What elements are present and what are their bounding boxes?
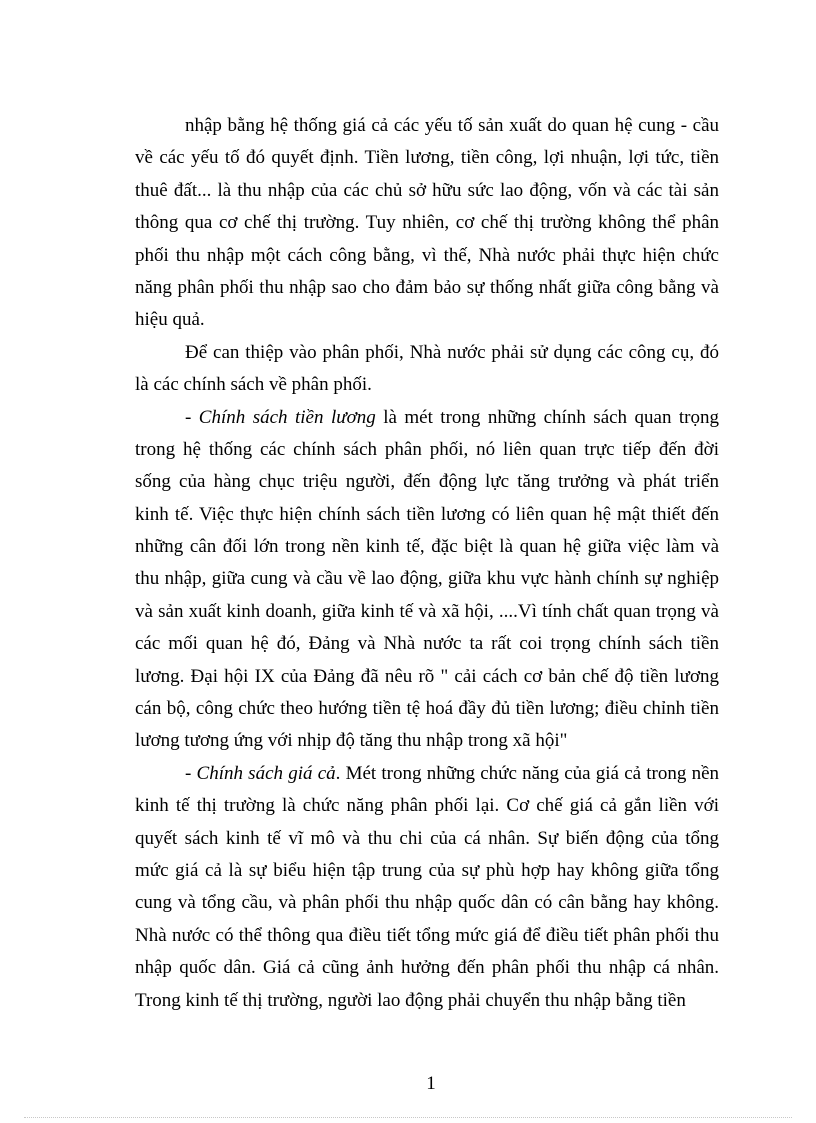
- text-line: về các yếu tố đó quyết định. Tiền lương, tiền công, lợi nhuận, lợi tức, tiền: [135, 147, 719, 169]
- text-line: Nhà nước có thể thông qua điều tiết tổng mức giá để điều tiết phân phối thu: [135, 924, 719, 946]
- text-line: nhập quốc dân. Giá cả cũng ảnh hưởng đến phân phối thu nhập cá nhân.: [135, 957, 719, 979]
- bullet-dash: -: [185, 762, 197, 784]
- paragraph-income-distribution: [135, 110, 719, 337]
- text-line: là các chính sách về phân phối.: [135, 374, 372, 396]
- text-line: lương. Đại hội IX của Đảng đã nêu rõ " cải cách cơ bản chế độ tiền lương: [135, 665, 719, 687]
- text-line: kinh tế. Việc thực hiện chính sách tiền lương có liên quan hệ mật thiết đến: [135, 503, 719, 525]
- text-line: nhập bằng hệ thống giá cả các yếu tố sản xuất do quan hệ cung - cầu: [185, 115, 719, 136]
- text-line: quyết sách kinh tế vĩ mô và thu chi của cá nhân. Sự biến động của tổng: [135, 827, 719, 849]
- text-line: [135, 758, 719, 790]
- text-line: cung và tổng cầu, và phân phối thu nhập quốc dân có cân bằng hay không.: [135, 892, 719, 914]
- text-line: lương tương ứng với nhịp độ tăng thu nhập trong xã hội": [135, 730, 568, 752]
- page-bottom-divider: [24, 1117, 792, 1118]
- text-line: Để can thiệp vào phân phối, Nhà nước phải sử dụng các công cụ, đó: [185, 341, 719, 363]
- text-line: thu nhập, giữa cung và cầu về lao động, giữa khu vực hành chính sự nghiệp: [135, 568, 719, 590]
- paragraph-wage-policy: [135, 402, 719, 758]
- paragraph-intervention: [135, 337, 719, 402]
- text-line: Trong kinh tế thị trường, người lao động phải chuyển thu nhập bằng tiền: [135, 989, 686, 1011]
- document-page: [135, 110, 719, 1017]
- text-line: phối thu nhập một cách công bằng, vì thế, Nhà nước phải thực hiện chức: [135, 244, 719, 266]
- text-line: năng phân phối thu nhập sao cho đảm bảo sự thống nhất giữa công bằng và: [135, 276, 719, 298]
- text-line: thuê đất... là thu nhập của các chủ sở hữu sức lao động, vốn và các tài sản: [135, 179, 719, 201]
- text-line: hiệu quả.: [135, 309, 205, 331]
- price-policy-term: Chính sách giá cả: [196, 762, 336, 784]
- text-line: những cân đối lớn trong nền kinh tế, đặc biệt là quan hệ giữa việc làm và: [135, 536, 719, 558]
- text-line: sống của hàng chục triệu người, đến động lực tăng trưởng và phát triển: [135, 471, 719, 493]
- paragraph-price-policy: [135, 758, 719, 1017]
- text-line: kinh tế thị trường là chức năng phân phối lại. Cơ chế giá cả gắn liền với: [135, 795, 719, 817]
- text-line: các mối quan hệ đó, Đảng và Nhà nước ta rất coi trọng chính sách tiền: [135, 633, 719, 655]
- text-fragment: . Mét trong những chức năng của giá cả trong nền: [335, 762, 720, 784]
- text-line: trong hệ thống các chính sách phân phối, nó liên quan trực tiếp đến đời: [135, 438, 719, 460]
- text-line: cán bộ, công chức theo hướng tiền tệ hoá đầy đủ tiền lương; điều chỉnh tiền: [135, 698, 719, 720]
- text-line: [135, 402, 719, 434]
- page-number: 1: [426, 1073, 436, 1094]
- text-line: và sản xuất kinh doanh, giữa kinh tế và xã hội, ....Vì tính chất quan trọng và: [135, 600, 719, 622]
- text-line: mức giá cả là sự biểu hiện tập trung của sự phù hợp hay không giữa tổng: [135, 859, 719, 881]
- wage-policy-term: Chính sách tiền lương: [198, 406, 376, 428]
- bullet-dash: -: [185, 406, 199, 428]
- text-line: thông qua cơ chế thị trường. Tuy nhiên, cơ chế thị trường không thể phân: [135, 212, 719, 234]
- text-fragment: là mét trong những chính sách quan trọng: [375, 406, 720, 428]
